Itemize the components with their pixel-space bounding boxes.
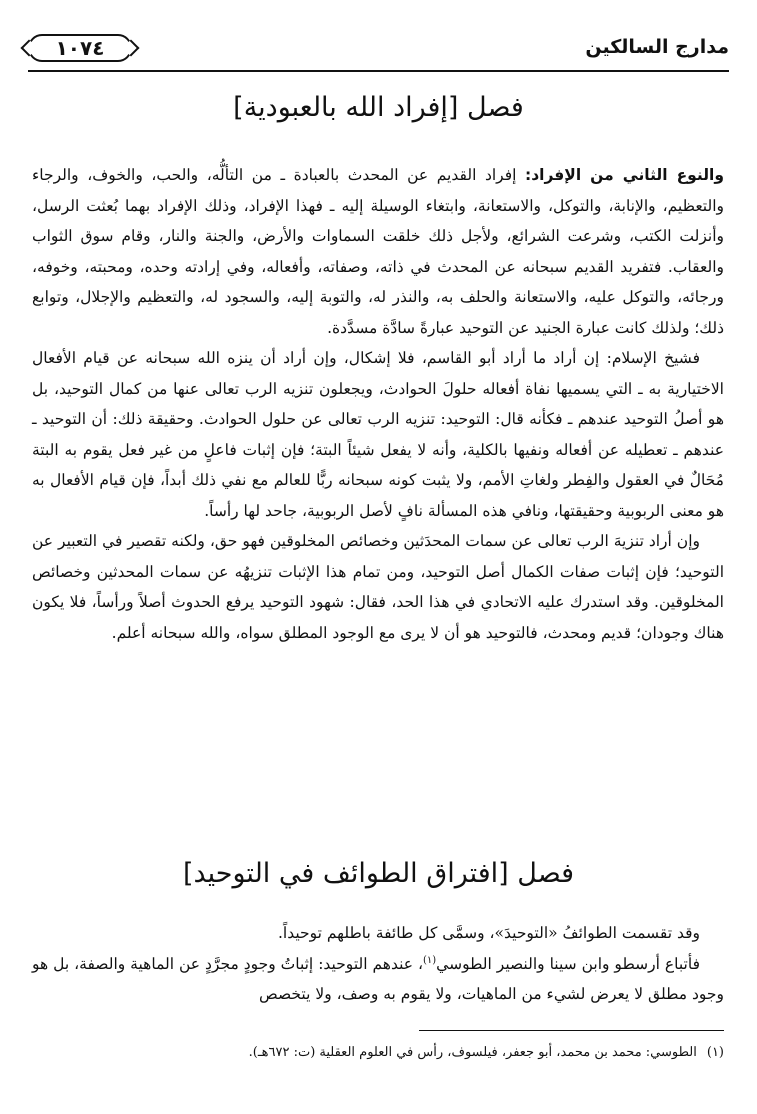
header-divider bbox=[28, 70, 729, 72]
page-number-badge: ١٠٧٤ bbox=[28, 34, 132, 62]
footnote-number: (١) bbox=[706, 1045, 724, 1060]
paragraph-text: فأتباع أرسطو وابن سينا والنصير الطوسي bbox=[436, 954, 700, 973]
paragraph-text: إفراد القديم عن المحدث بالعبادة ـ من التألُّه، والحب، والخوف، والرجاء والتعظيم، والإنابة، والتوكل، والاستعانة، وابتغاء الوسيلة إليه ـ فهذا الإفراد، وذلك الإفراد بهما بُعثت الرسل، وأنزلت الكتب، وشرعت الشرائع، ولأجل ذلك خلقت السماوات والأرض، والجنة والنار، وقام سوق الثواب والعقاب. فتفريد القديم سبحانه عن المحدث في ذاته، وصفاته، وأفعاله، وفي إرادته وحده، ومحبته، وخوفه، ورجائه، والتوكل عليه، والاستعانة والحلف به، والنذر له، والتوبة إليه، والسجود له، والتعظيم والإجلال، وتوابع ذلك؛ ولذلك كانت عبارة الجنيد عن التوحيد عبارةً سادَّة مسدَّدة. bbox=[32, 166, 724, 337]
paragraph bbox=[32, 949, 724, 1010]
footnote-text: الطوسي: محمد بن محمد، أبو جعفر، فيلسوف، رأس في العلوم العقلية (ت: ٦٧٢هـ). bbox=[248, 1045, 697, 1060]
running-title: مدارج السالكين bbox=[585, 36, 729, 58]
section-1-body bbox=[32, 160, 724, 648]
paragraph-text: ، عندهم التوحيد: إثباتُ وجودٍ مجرَّدٍ عن الماهية والصفة، بل هو وجود مطلق لا يعرض لشيء من الماهيات، ولا يقوم به وصف، ولا يتخصص bbox=[32, 954, 724, 1003]
paragraph: وقد تقسمت الطوائفُ «التوحيدَ»، وسمَّى كل طائفة باطلهم توحيداً. bbox=[277, 924, 700, 942]
paragraph bbox=[32, 160, 724, 343]
paragraph: وإن أراد تنزيهَ الرب تعالى عن سمات المحدَثين وخصائص المخلوقين فهو حق، ولكنه تقصير في التعبير عن التوحيد؛ فإن إثبات صفات الكمال أصل التوحيد، ومن تمام هذا الإثبات تنزيهُه عن سمات المحدثين وخصائص المخلوقين. وقد استدرك عليه الاتحادي في هذا الحد، فقال: شهود التوحيد يرفع الحدوث أصلاً ورأساً، فلا يكون هناك وجودان؛ قديم ومحدث، فالتوحيد هو أن لا يرى مع الوجود المطلق سواه، والله سبحانه أعلم. bbox=[32, 532, 724, 642]
footnote-reference[interactable]: (١) bbox=[422, 954, 437, 966]
page-header bbox=[28, 30, 729, 74]
footnote-divider bbox=[419, 1030, 724, 1031]
section-heading-1: فصل [إفراد الله بالعبودية] bbox=[233, 92, 524, 123]
footnote bbox=[32, 1042, 724, 1064]
paragraph-lead: والنوع الثاني من الإفراد: bbox=[525, 166, 724, 184]
paragraph: فشيخ الإسلام: إن أراد ما أراد أبو القاسم، فلا إشكال، وإن أراد أن ينزه الله سبحانه عن قيام الأفعال الاختيارية به ـ التي يسميها نفاة أفعاله حلولَ الحوادث، ويجعلون تنزيه الرب تعالى عنها من كمال التوحيد، بل هو أصلُ التوحيد عندهم ـ فكأنه قال: التوحيد: تنزيه الرب تعالى عن حلول الحوادث. وحقيقة ذلك: أن التوحيد ـ عندهم ـ تعطيله عن أفعاله ونفيها بالكلية، وأنه لا يفعل شيئاً البتة؛ فإن إثبات فاعلٍ من غير فعل يقوم به البتة مُحَالٌ في العقول والفِطر ولغاتِ الأمم، ولا يثبت كونه سبحانه ربًّا للعالم مع نفي ذلك أبداً، فإن قيام الأفعال به هو معنى الربوبية وحقيقتها، ونافي هذه المسألة نافٍ لأصل الربوبية، جاحد لها رأساً. bbox=[32, 349, 724, 520]
section-heading-2: فصل [افتراق الطوائف في التوحيد] bbox=[182, 858, 575, 889]
section-2-body bbox=[32, 918, 724, 1010]
